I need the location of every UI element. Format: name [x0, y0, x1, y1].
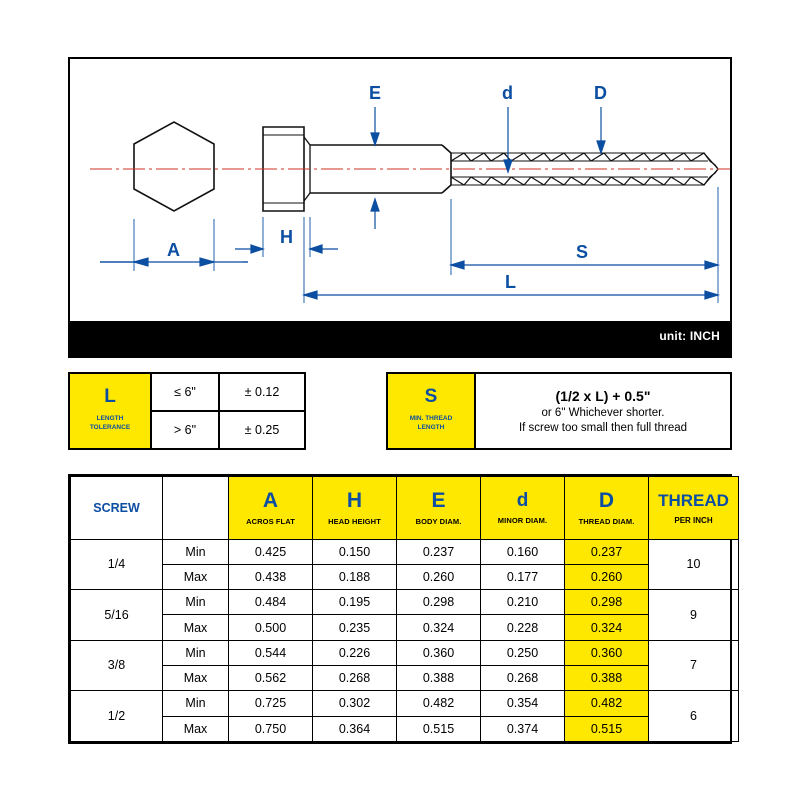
minmax-label: Max — [163, 615, 229, 640]
minmax-label: Max — [163, 564, 229, 589]
cell-A-max: 0.562 — [229, 665, 313, 690]
length-tolerance-header — [70, 374, 152, 448]
header-letter-E: E — [431, 488, 446, 512]
cell-E-max: 0.515 — [397, 716, 481, 741]
cell-D-max: 0.260 — [565, 564, 649, 589]
length-tolerance-caption-2: TOLERANCE — [89, 423, 131, 431]
cell-H-min: 0.195 — [313, 590, 397, 615]
header-letter-H: H — [346, 488, 363, 512]
cell-E-min: 0.237 — [397, 539, 481, 564]
header-desc-D: THREAD DIAM. — [578, 516, 635, 526]
min-thread-note-2: If screw too small then full thread — [518, 422, 688, 434]
label-d: d — [502, 83, 513, 103]
drawing-panel — [68, 57, 732, 358]
table-row — [71, 590, 739, 615]
minmax-label: Max — [163, 665, 229, 690]
length-condition: ≤ 6" — [152, 374, 220, 410]
table-row — [71, 691, 739, 716]
header-col-thread — [649, 477, 739, 540]
min-thread-header — [388, 374, 476, 448]
cell-E-max: 0.388 — [397, 665, 481, 690]
length-tolerance-value: ± 0.25 — [244, 423, 280, 437]
label-E: E — [369, 83, 382, 103]
header-screw: SCREW — [71, 477, 163, 540]
table-header-row — [71, 477, 739, 540]
min-thread-note-1: or 6" Whichever shorter. — [541, 407, 665, 419]
cell-thread: 6 — [649, 691, 739, 742]
unit-bar — [70, 321, 730, 356]
cell-A-min: 0.725 — [229, 691, 313, 716]
cell-thread: 9 — [649, 590, 739, 641]
cell-A-min: 0.544 — [229, 640, 313, 665]
header-desc-d: MINOR DIAM. — [497, 515, 548, 525]
screw-size: 3/8 — [71, 640, 163, 691]
cell-A-max: 0.438 — [229, 564, 313, 589]
cell-E-min: 0.298 — [397, 590, 481, 615]
screw-technical-drawing — [70, 59, 730, 356]
label-L: L — [505, 272, 516, 292]
cell-d-min: 0.160 — [481, 539, 565, 564]
header-col-d — [481, 477, 565, 540]
screw-size: 1/2 — [71, 691, 163, 742]
screw-size: 1/4 — [71, 539, 163, 590]
cell-E-max: 0.260 — [397, 564, 481, 589]
table-row — [71, 539, 739, 564]
table-row — [71, 615, 739, 640]
header-minmax-blank — [163, 477, 229, 540]
min-thread-caption-2: LENGTH — [417, 423, 445, 431]
length-tolerance-letter: L — [104, 386, 116, 408]
cell-D-min: 0.482 — [565, 691, 649, 716]
header-desc-thread: PER INCH — [674, 515, 713, 525]
cell-d-min: 0.250 — [481, 640, 565, 665]
table-row — [71, 564, 739, 589]
cell-d-max: 0.228 — [481, 615, 565, 640]
label-A: A — [167, 240, 180, 260]
cell-d-max: 0.268 — [481, 665, 565, 690]
header-letter-d: d — [516, 489, 529, 511]
header-desc-E: BODY DIAM. — [415, 516, 462, 526]
header-col-D — [565, 477, 649, 540]
cell-D-min: 0.360 — [565, 640, 649, 665]
header-letter-A: A — [262, 488, 279, 512]
cell-H-min: 0.302 — [313, 691, 397, 716]
minmax-label: Min — [163, 590, 229, 615]
cell-E-min: 0.360 — [397, 640, 481, 665]
cell-D-min: 0.298 — [565, 590, 649, 615]
cell-D-min: 0.237 — [565, 539, 649, 564]
cell-H-min: 0.226 — [313, 640, 397, 665]
cell-D-max: 0.515 — [565, 716, 649, 741]
cell-A-max: 0.500 — [229, 615, 313, 640]
minmax-label: Max — [163, 716, 229, 741]
cell-A-min: 0.484 — [229, 590, 313, 615]
unit-label: unit: INCH — [659, 329, 720, 343]
cell-A-min: 0.425 — [229, 539, 313, 564]
length-tolerance-box — [68, 372, 306, 450]
cell-H-max: 0.364 — [313, 716, 397, 741]
cell-H-max: 0.268 — [313, 665, 397, 690]
header-letter-D: D — [598, 488, 615, 512]
table-row — [71, 716, 739, 741]
header-desc-A: ACROS FLAT — [246, 516, 295, 526]
screw-size: 5/16 — [71, 590, 163, 641]
cell-d-max: 0.177 — [481, 564, 565, 589]
cell-H-max: 0.235 — [313, 615, 397, 640]
length-tolerance-caption-1: LENGTH — [96, 415, 124, 423]
length-tolerance-row — [152, 410, 304, 448]
cell-d-max: 0.374 — [481, 716, 565, 741]
cell-E-max: 0.324 — [397, 615, 481, 640]
cell-thread: 7 — [649, 640, 739, 691]
min-thread-formula: (1/2 x L) + 0.5" — [555, 388, 651, 404]
label-S: S — [576, 242, 589, 262]
header-desc-H: HEAD HEIGHT — [328, 516, 381, 526]
min-thread-caption-1: MIN. THREAD — [409, 415, 453, 423]
cell-H-max: 0.188 — [313, 564, 397, 589]
cell-D-max: 0.388 — [565, 665, 649, 690]
label-D: D — [594, 83, 607, 103]
specification-table — [68, 474, 732, 744]
min-thread-length-box — [386, 372, 732, 450]
table-row — [71, 665, 739, 690]
header-col-H — [313, 477, 397, 540]
minmax-label: Min — [163, 691, 229, 716]
length-tolerance-value: ± 0.12 — [244, 385, 280, 399]
label-H: H — [280, 227, 293, 247]
cell-D-max: 0.324 — [565, 615, 649, 640]
table-row — [71, 640, 739, 665]
header-col-A — [229, 477, 313, 540]
cell-d-min: 0.354 — [481, 691, 565, 716]
cell-E-min: 0.482 — [397, 691, 481, 716]
cell-H-min: 0.150 — [313, 539, 397, 564]
minmax-label: Min — [163, 539, 229, 564]
header-col-E — [397, 477, 481, 540]
cell-A-max: 0.750 — [229, 716, 313, 741]
length-tolerance-row — [152, 374, 304, 410]
min-thread-letter: S — [424, 386, 438, 408]
minmax-label: Min — [163, 640, 229, 665]
cell-thread: 10 — [649, 539, 739, 590]
cell-d-min: 0.210 — [481, 590, 565, 615]
length-condition: > 6" — [152, 412, 220, 448]
header-letter-thread: THREAD — [658, 490, 729, 510]
